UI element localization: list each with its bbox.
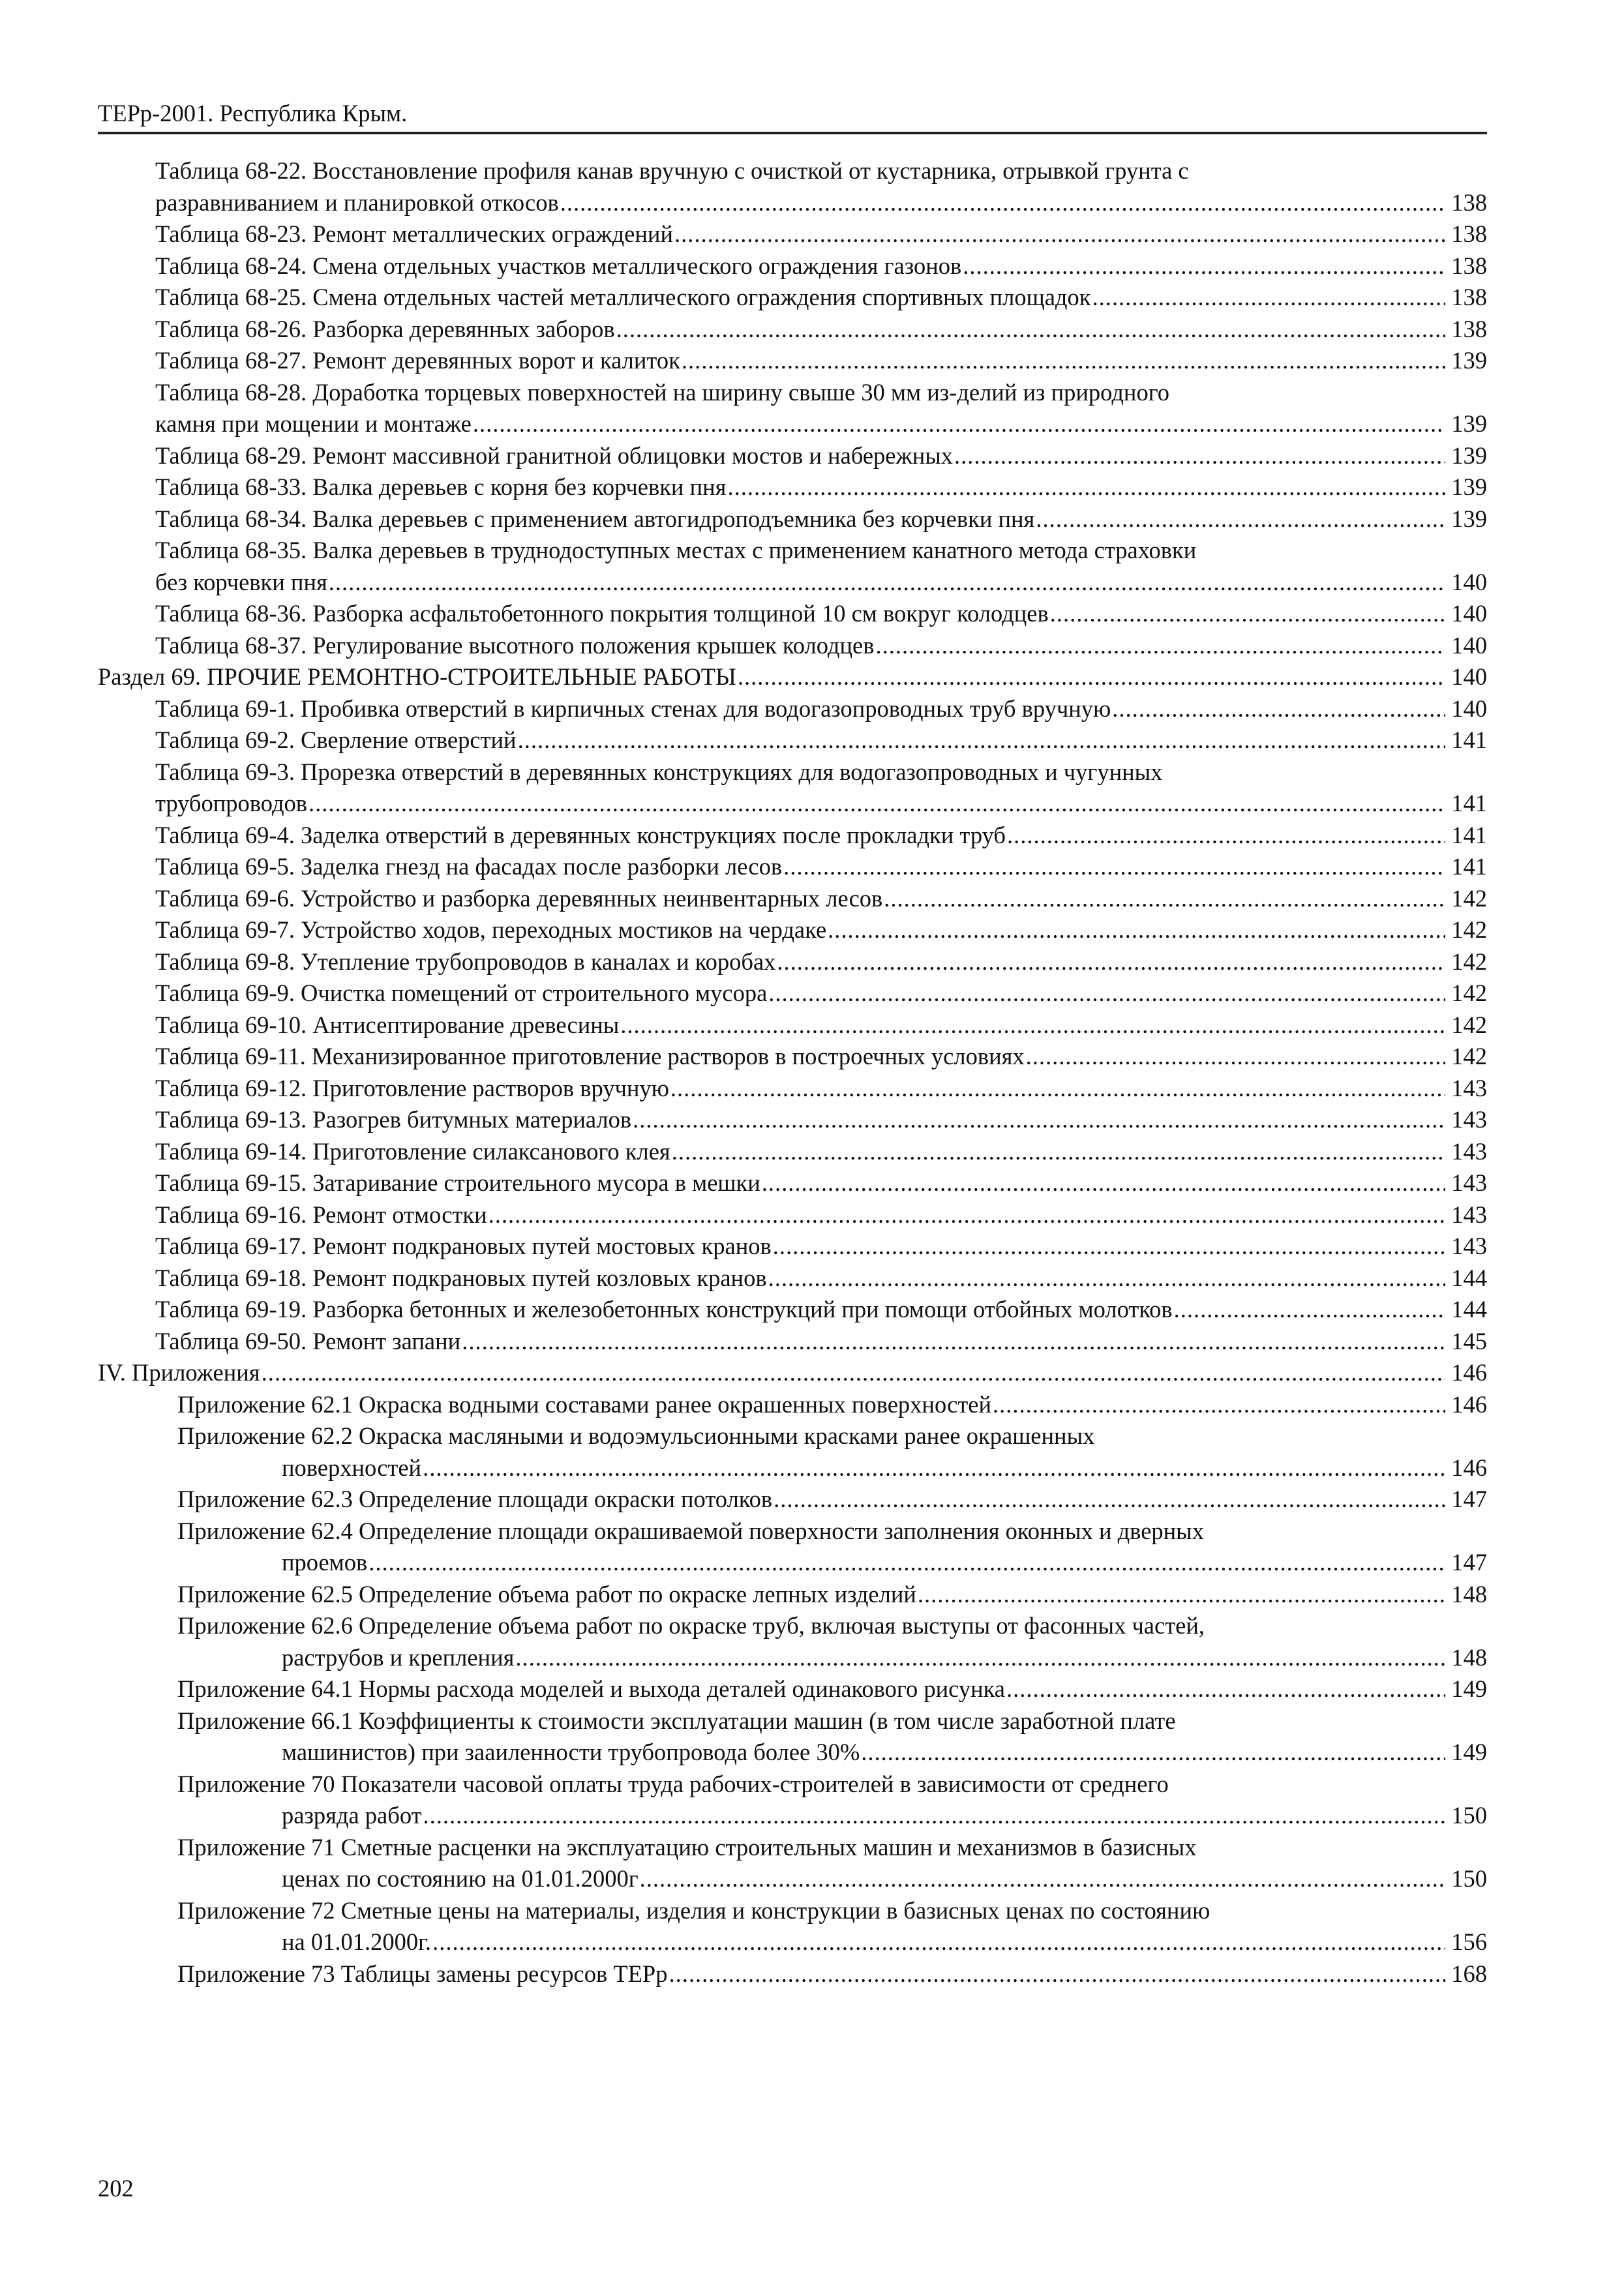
- dot-leader: [1036, 503, 1445, 535]
- toc-entry[interactable]: [98, 218, 1487, 250]
- toc-page-number: 139: [1451, 347, 1487, 374]
- toc-page-number: 156: [1451, 1928, 1487, 1955]
- toc-page-number: 138: [1451, 220, 1487, 247]
- toc-entry[interactable]: [98, 1294, 1487, 1326]
- dot-leader: [993, 1389, 1445, 1421]
- page-footer: [98, 2173, 134, 2204]
- toc-entry-title: Таблица 69-3. Прорезка отверстий в деревянных конструкциях для водогазопроводных и чугунных: [155, 758, 1163, 785]
- page-number: 202: [98, 2175, 134, 2202]
- toc-page-number: 145: [1451, 1327, 1487, 1354]
- running-header: [98, 98, 1487, 134]
- dot-leader: [1007, 820, 1445, 852]
- toc-entry[interactable]: [98, 661, 1487, 693]
- toc-page-number: 146: [1451, 1390, 1487, 1418]
- toc-entry-title: Таблица 68-22. Восстановление профиля канав вручную с очисткой от кустарника, отрывкой грунта с: [155, 157, 1189, 184]
- toc-entry[interactable]: [98, 1136, 1487, 1168]
- toc-entry-title: Таблица 69-16. Ремонт отмостки: [155, 1201, 487, 1228]
- toc-page-number: 141: [1451, 790, 1487, 816]
- toc-entry-title: Таблица 69-1. Пробивка отверстий в кирпичных стенах для водогазопроводных труб вручную: [155, 695, 1111, 722]
- dot-leader: [669, 1958, 1445, 1990]
- toc-page-number: 138: [1451, 284, 1487, 310]
- toc-entry-title: IV. Приложения: [98, 1359, 260, 1386]
- toc-entry[interactable]: [98, 1167, 1487, 1199]
- toc-entry[interactable]: [98, 408, 1487, 440]
- dot-leader: [963, 250, 1445, 282]
- toc-entry-title: раструбов и крепления: [282, 1643, 515, 1671]
- toc-entry-title: Приложение 62.1 Окраска водными составами ранее окрашенных поверхностей: [177, 1390, 992, 1418]
- toc-entry[interactable]: [98, 693, 1487, 725]
- toc-page-number: 148: [1451, 1643, 1487, 1671]
- toc-entry-first-line: [98, 1832, 1487, 1864]
- toc-entry-title: Таблица 68-27. Ремонт деревянных ворот и калиток: [155, 347, 680, 374]
- toc-entry[interactable]: [98, 1010, 1487, 1041]
- toc-entry-title: на 01.01.2000г.: [282, 1928, 432, 1955]
- dot-leader: [329, 567, 1445, 599]
- toc-entry[interactable]: [98, 1452, 1487, 1484]
- toc-entry-title: разряда работ: [282, 1802, 422, 1829]
- toc-entry-title: Приложение 66.1 Коэффициенты к стоимости эксплуатации машин (в том числе заработной плате: [177, 1707, 1176, 1734]
- toc-entry-title: Приложение 62.6 Определение объема работ по окраске труб, включая выступы от фасонных частей,: [177, 1612, 1205, 1639]
- toc-page-number: 150: [1451, 1802, 1487, 1829]
- toc-entry-title: Таблица 69-9. Очистка помещений от строительного мусора: [155, 980, 768, 1006]
- toc-entry-title: Таблица 68-37. Регулирование высотного положения крышек колодцев: [155, 631, 875, 659]
- toc-entry-title: Приложение 62.4 Определение площади окрашиваемой поверхности заполнения оконных и дверных: [177, 1517, 1204, 1544]
- toc-entry[interactable]: [98, 1389, 1487, 1421]
- toc-entry-first-line: [98, 1705, 1487, 1737]
- toc-page-number: 141: [1451, 726, 1487, 753]
- toc-entry-title: Таблица 69-4. Заделка отверстий в деревянных конструкциях после прокладки труб: [155, 821, 1006, 848]
- toc-entry-title: машинистов) при зааиленности трубопровода более 30%: [282, 1739, 860, 1765]
- toc-entry-title: Приложение 64.1 Нормы расхода моделей и выхода деталей одинакового рисунка: [177, 1675, 1005, 1702]
- toc-entry-title: Таблица 69-12. Приготовление растворов вручную: [155, 1074, 669, 1101]
- toc-entry-title: Таблица 69-15. Затаривание строительного мусора в мешки: [155, 1169, 760, 1196]
- toc-entry-title: Таблица 68-29. Ремонт массивной гранитной облицовки мостов и набережных: [155, 441, 954, 469]
- toc-entry[interactable]: [98, 1642, 1487, 1674]
- toc-page-number: 148: [1451, 1580, 1487, 1608]
- toc-page-number: 143: [1451, 1169, 1487, 1196]
- dot-leader: [773, 1231, 1445, 1263]
- toc-entry-title: без корчевки пня: [155, 568, 327, 595]
- toc-entry-title: Таблица 69-19. Разборка бетонных и железобетонных конструкций при помощи отбойных молотков: [155, 1296, 1173, 1323]
- toc-entry[interactable]: [98, 1800, 1487, 1832]
- dot-leader: [828, 914, 1445, 946]
- toc-entry[interactable]: [98, 630, 1487, 662]
- toc-entry[interactable]: [98, 883, 1487, 915]
- toc-entry[interactable]: [98, 1958, 1487, 1990]
- toc-page-number: 143: [1451, 1106, 1487, 1133]
- toc-page-number: 140: [1451, 695, 1487, 722]
- toc-page-number: 141: [1451, 853, 1487, 880]
- dot-leader: [738, 661, 1445, 693]
- toc-entry-first-line: [98, 1516, 1487, 1548]
- dot-leader: [262, 1357, 1445, 1389]
- dot-leader: [1050, 598, 1445, 630]
- dot-leader: [423, 1800, 1445, 1832]
- toc-page-number: 142: [1451, 1043, 1487, 1070]
- dot-leader: [640, 1863, 1445, 1895]
- toc-entry-title: поверхностей: [282, 1454, 422, 1481]
- dot-leader: [768, 1263, 1445, 1294]
- dot-leader: [774, 1484, 1445, 1516]
- dot-leader: [423, 1452, 1445, 1484]
- toc-entry-title: Таблица 68-35. Валка деревьев в труднодоступных местах с применением канатного метода страховки: [155, 537, 1197, 563]
- dot-leader: [620, 1010, 1445, 1041]
- toc-entry-title: Таблица 69-2. Сверление отверстий: [155, 726, 517, 753]
- toc-page-number: 139: [1451, 410, 1487, 437]
- dot-leader: [783, 851, 1445, 883]
- toc-entry-first-line: [98, 1610, 1487, 1642]
- toc-entry[interactable]: [98, 788, 1487, 820]
- toc-entry-title: Таблица 68-33. Валка деревьев с корня без корчевки пня: [155, 473, 727, 500]
- toc-page-number: 140: [1451, 568, 1487, 595]
- toc-entry[interactable]: [98, 250, 1487, 282]
- toc-entry-title: Таблица 68-24. Смена отдельных участков металлического ограждения газонов: [155, 252, 962, 279]
- toc-entry-first-line: [98, 1420, 1487, 1452]
- dot-leader: [1174, 1294, 1445, 1326]
- toc-page-number: 150: [1451, 1865, 1487, 1892]
- toc-entry-title: Приложение 62.5 Определение объема работ по окраске лепных изделий: [177, 1580, 916, 1608]
- toc-entry[interactable]: [98, 725, 1487, 756]
- toc-entry-title: Таблица 69-5. Заделка гнезд на фасадах после разборки лесов: [155, 853, 783, 880]
- dot-leader: [489, 1199, 1445, 1231]
- toc-entry-title: Таблица 69-8. Утепление трубопроводов в каналах и коробах: [155, 948, 776, 975]
- toc-page-number: 138: [1451, 315, 1487, 342]
- toc-entry[interactable]: [98, 1104, 1487, 1136]
- toc-entry[interactable]: [98, 1579, 1487, 1611]
- dot-leader: [861, 1737, 1445, 1769]
- toc-entry-first-line: [98, 377, 1487, 409]
- toc-entry-title: трубопроводов: [155, 790, 308, 816]
- toc-entry[interactable]: [98, 851, 1487, 883]
- toc-page-number: 149: [1451, 1675, 1487, 1702]
- toc-entry[interactable]: [98, 567, 1487, 599]
- toc-page-number: 138: [1451, 252, 1487, 279]
- toc-entry-title: Приложение 62.3 Определение площади окраски потолков: [177, 1486, 773, 1512]
- toc-entry[interactable]: [98, 471, 1487, 503]
- dot-leader: [515, 1642, 1445, 1674]
- dot-leader: [473, 408, 1445, 440]
- toc-entry-first-line: [98, 1769, 1487, 1801]
- toc-entry-title: Таблица 69-13. Разогрев битумных материалов: [155, 1106, 632, 1133]
- dot-leader: [560, 187, 1445, 219]
- toc-page-number: 142: [1451, 916, 1487, 943]
- toc-page-number: 141: [1451, 821, 1487, 848]
- toc-entry-title: Таблица 68-36. Разборка асфальтобетонного покрытия толщиной 10 см вокруг колодцев: [155, 600, 1049, 627]
- toc-entry[interactable]: [98, 314, 1487, 346]
- toc-page-number: 140: [1451, 663, 1487, 690]
- toc-entry[interactable]: [98, 1231, 1487, 1263]
- toc-entry-title: Приложение 73 Таблицы замены ресурсов ТЕРр: [177, 1960, 668, 1987]
- toc-entry-title: Таблица 68-28. Доработка торцевых поверхностей на ширину свыше 30 мм из-делий из природного: [155, 378, 1170, 406]
- dot-leader: [1112, 693, 1445, 725]
- toc-page-number: 142: [1451, 884, 1487, 912]
- toc-entry-title: Приложение 70 Показатели часовой оплаты труда рабочих-строителей в зависимости от среднего: [177, 1770, 1169, 1797]
- toc-entry[interactable]: [98, 1199, 1487, 1231]
- toc-entry-title: Таблица 69-7. Устройство ходов, переходных мостиков на чердаке: [155, 916, 827, 943]
- toc-entry[interactable]: [98, 1863, 1487, 1895]
- dot-leader: [368, 1547, 1445, 1579]
- toc-entry-title: Таблица 68-34. Валка деревьев с применением автогидроподъемника без корчевки пня: [155, 505, 1035, 532]
- dot-leader: [672, 1136, 1445, 1168]
- toc-entry-title: Таблица 69-10. Антисептирование древесины: [155, 1011, 620, 1038]
- dot-leader: [918, 1579, 1445, 1611]
- toc-entry-title: Таблица 69-17. Ремонт подкрановых путей мостовых кранов: [155, 1233, 772, 1259]
- dot-leader: [633, 1104, 1445, 1136]
- toc-entry-first-line: [98, 1895, 1487, 1927]
- toc-entry[interactable]: [98, 1041, 1487, 1073]
- toc-page-number: 142: [1451, 980, 1487, 1006]
- toc-entry-first-line: [98, 155, 1487, 187]
- toc-page-number: 143: [1451, 1233, 1487, 1259]
- toc-entry[interactable]: [98, 1263, 1487, 1294]
- toc-page-number: 140: [1451, 631, 1487, 659]
- dot-leader: [432, 1926, 1445, 1958]
- toc-entry[interactable]: [98, 282, 1487, 314]
- toc-entry-first-line: [98, 756, 1487, 788]
- toc-entry[interactable]: [98, 1926, 1487, 1958]
- toc-page-number: 142: [1451, 948, 1487, 975]
- toc-entry-title: камня при мощении и монтаже: [155, 410, 472, 437]
- dot-leader: [777, 946, 1445, 978]
- toc-entry[interactable]: [98, 345, 1487, 377]
- dot-leader: [674, 218, 1445, 250]
- dot-leader: [954, 440, 1445, 472]
- toc-entry-title: Таблица 68-26. Разборка деревянных заборов: [155, 315, 615, 342]
- dot-leader: [1006, 1673, 1445, 1705]
- dot-leader: [884, 883, 1445, 915]
- toc-entry[interactable]: [98, 1737, 1487, 1769]
- toc-entry[interactable]: [98, 1547, 1487, 1579]
- toc-entry-title: Таблица 69-14. Приготовление силаксанового клея: [155, 1137, 670, 1165]
- table-of-contents: [98, 155, 1487, 1990]
- dot-leader: [462, 1326, 1445, 1358]
- dot-leader: [670, 1073, 1445, 1105]
- dot-leader: [616, 314, 1445, 346]
- toc-entry-title: Раздел 69. ПРОЧИЕ РЕМОНТНО-СТРОИТЕЛЬНЫЕ РАБОТЫ: [98, 663, 736, 690]
- toc-page-number: 144: [1451, 1296, 1487, 1323]
- toc-entry[interactable]: [98, 503, 1487, 535]
- toc-entry-title: Таблица 69-6. Устройство и разборка деревянных неинвентарных лесов: [155, 884, 883, 912]
- toc-entry-title: Приложение 72 Сметные цены на материалы, изделия и конструкции в базисных ценах по состоянию: [177, 1896, 1210, 1924]
- dot-leader: [727, 471, 1445, 503]
- toc-entry[interactable]: [98, 946, 1487, 978]
- toc-entry[interactable]: [98, 598, 1487, 630]
- toc-entry[interactable]: [98, 440, 1487, 472]
- toc-page-number: 143: [1451, 1074, 1487, 1101]
- dot-leader: [1092, 282, 1445, 314]
- toc-entry[interactable]: [98, 914, 1487, 946]
- toc-entry[interactable]: [98, 1673, 1487, 1705]
- toc-entry[interactable]: [98, 978, 1487, 1010]
- dot-leader: [518, 725, 1445, 756]
- toc-page-number: 139: [1451, 505, 1487, 532]
- toc-entry-title: Таблица 68-23. Ремонт металлических ограждений: [155, 220, 673, 247]
- dot-leader: [308, 788, 1445, 820]
- toc-entry[interactable]: [98, 820, 1487, 852]
- toc-entry-title: проемов: [282, 1549, 368, 1576]
- toc-entry-title: Таблица 69-18. Ремонт подкрановых путей козловых кранов: [155, 1264, 767, 1291]
- toc-page-number: 140: [1451, 600, 1487, 627]
- toc-entry-title: ценах по состоянию на 01.01.2000г: [282, 1865, 639, 1892]
- toc-entry[interactable]: [98, 1484, 1487, 1516]
- toc-entry-first-line: [98, 535, 1487, 567]
- toc-page-number: 168: [1451, 1960, 1487, 1987]
- toc-page-number: 147: [1451, 1486, 1487, 1512]
- toc-entry-title: Приложение 62.2 Окраска масляными и водоэмульсионными красками ранее окрашенных: [177, 1422, 1095, 1449]
- toc-entry[interactable]: [98, 1326, 1487, 1358]
- toc-page-number: 143: [1451, 1137, 1487, 1165]
- toc-entry-title: разравниванием и планировкой откосов: [155, 188, 559, 216]
- dot-leader: [762, 1167, 1445, 1199]
- toc-page-number: 142: [1451, 1011, 1487, 1038]
- toc-page-number: 146: [1451, 1454, 1487, 1481]
- header-title: ТЕРр-2001. Республика Крым.: [98, 100, 408, 127]
- toc-page-number: 139: [1451, 441, 1487, 469]
- toc-entry-title: Таблица 69-50. Ремонт запани: [155, 1327, 461, 1354]
- dot-leader: [768, 978, 1445, 1010]
- toc-page-number: 147: [1451, 1549, 1487, 1576]
- toc-entry[interactable]: [98, 1357, 1487, 1389]
- toc-page-number: 146: [1451, 1359, 1487, 1386]
- toc-entry[interactable]: [98, 187, 1487, 219]
- toc-entry-title: Таблица 68-25. Смена отдельных частей металлического ограждения спортивных площадок: [155, 284, 1091, 310]
- toc-entry-title: Приложение 71 Сметные расценки на эксплуатацию строительных машин и механизмов в базисных: [177, 1833, 1197, 1861]
- toc-page-number: 144: [1451, 1264, 1487, 1291]
- dot-leader: [682, 345, 1445, 377]
- toc-page-number: 143: [1451, 1201, 1487, 1228]
- toc-page-number: 139: [1451, 473, 1487, 500]
- toc-page-number: 149: [1451, 1739, 1487, 1765]
- dot-leader: [1026, 1041, 1445, 1073]
- toc-entry-title: Таблица 69-11. Механизированное приготовление растворов в построечных условиях: [155, 1043, 1025, 1070]
- dot-leader: [875, 630, 1445, 662]
- toc-entry[interactable]: [98, 1073, 1487, 1105]
- toc-page-number: 138: [1451, 188, 1487, 216]
